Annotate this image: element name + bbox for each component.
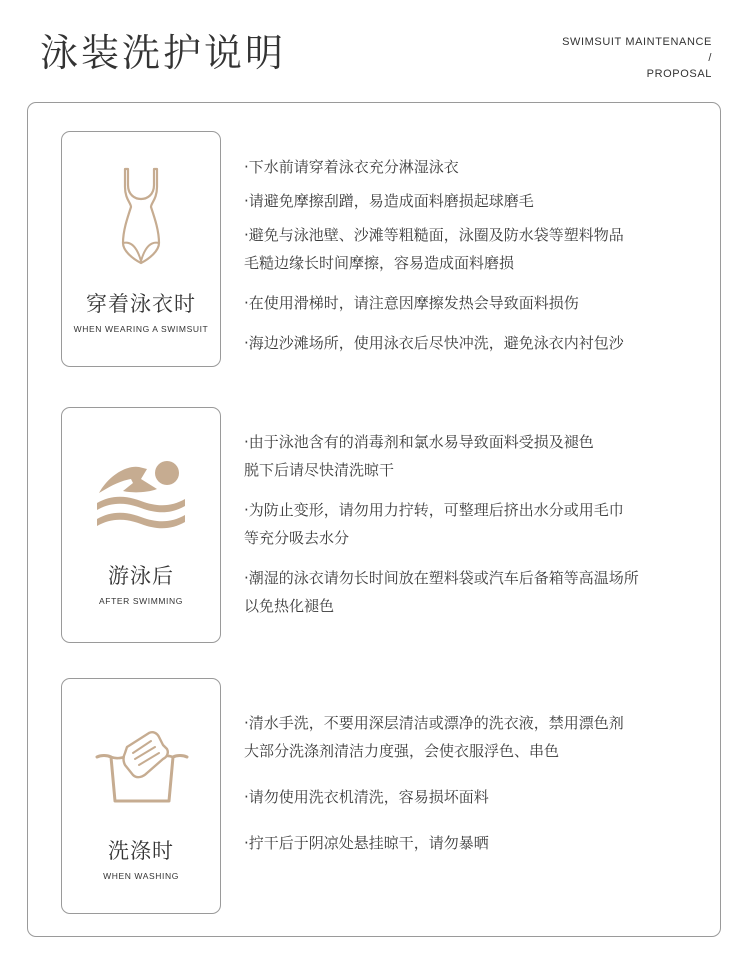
tip-item: ·在使用滑梯时，请注意因摩擦发热会导致面料损伤	[244, 294, 579, 312]
card-subtitle: WHEN WEARING A SWIMSUIT	[73, 324, 209, 334]
page-title: 泳装洗护说明	[40, 31, 287, 75]
tip-item: ·为防止变形，请勿用力拧转，可整理后挤出水分或用毛巾	[244, 501, 624, 519]
tips-list	[244, 153, 714, 357]
swimmer-icon	[62, 448, 220, 538]
tip-item: 等充分吸去水分	[244, 529, 350, 547]
card-title: 洗涤时	[108, 839, 174, 863]
tip-item: ·拧干后于阴凉处悬挂晾干，请勿暴晒	[244, 834, 489, 852]
tip-item: 大部分洗涤剂清洁力度强，会使衣服浮色、串色	[244, 742, 560, 760]
content-frame	[27, 102, 721, 937]
page-subtitle	[562, 34, 712, 82]
card-title: 游泳后	[108, 564, 174, 588]
card-subtitle: AFTER SWIMMING	[99, 596, 183, 606]
tip-item: ·避免与泳池壁、沙滩等粗糙面，泳圈及防水袋等塑料物品	[244, 226, 624, 244]
subtitle-line-1: SWIMSUIT MAINTENANCE	[562, 36, 712, 48]
tip-item: ·由于泳池含有的消毒剂和氯水易导致面料受损及褪色	[244, 433, 594, 451]
hand-wash-icon	[62, 719, 220, 814]
swimsuit-icon	[62, 162, 220, 267]
tips-list	[244, 709, 714, 857]
card-wearing	[61, 131, 221, 367]
subtitle-line-2: /	[708, 52, 712, 64]
tip-item: 毛糙边缘长时间摩擦，容易造成面料磨损	[244, 254, 515, 272]
card-washing	[61, 678, 221, 914]
card-title: 穿着泳衣时	[86, 292, 196, 316]
tip-item: ·清水手洗，不要用深层清洁或漂净的洗衣液，禁用漂色剂	[244, 714, 624, 732]
card-after-swimming	[61, 407, 221, 643]
tip-item: 脱下后请尽快清洗晾干	[244, 461, 395, 479]
card-subtitle: WHEN WASHING	[103, 871, 179, 881]
tip-item: ·下水前请穿着泳衣充分淋湿泳衣	[244, 158, 459, 176]
tip-item: ·请勿使用洗衣机清洗，容易损坏面料	[244, 788, 489, 806]
tip-item: ·请避免摩擦刮蹭，易造成面料磨损起球磨毛	[244, 192, 534, 210]
tip-item: 以免热化褪色	[244, 597, 335, 615]
tip-item: ·潮湿的泳衣请勿长时间放在塑料袋或汽车后备箱等高温场所	[244, 569, 639, 587]
subtitle-line-3: PROPOSAL	[646, 68, 712, 80]
tips-list	[244, 428, 714, 620]
tip-item: ·海边沙滩场所，使用泳衣后尽快冲洗，避免泳衣内衬包沙	[244, 334, 624, 352]
